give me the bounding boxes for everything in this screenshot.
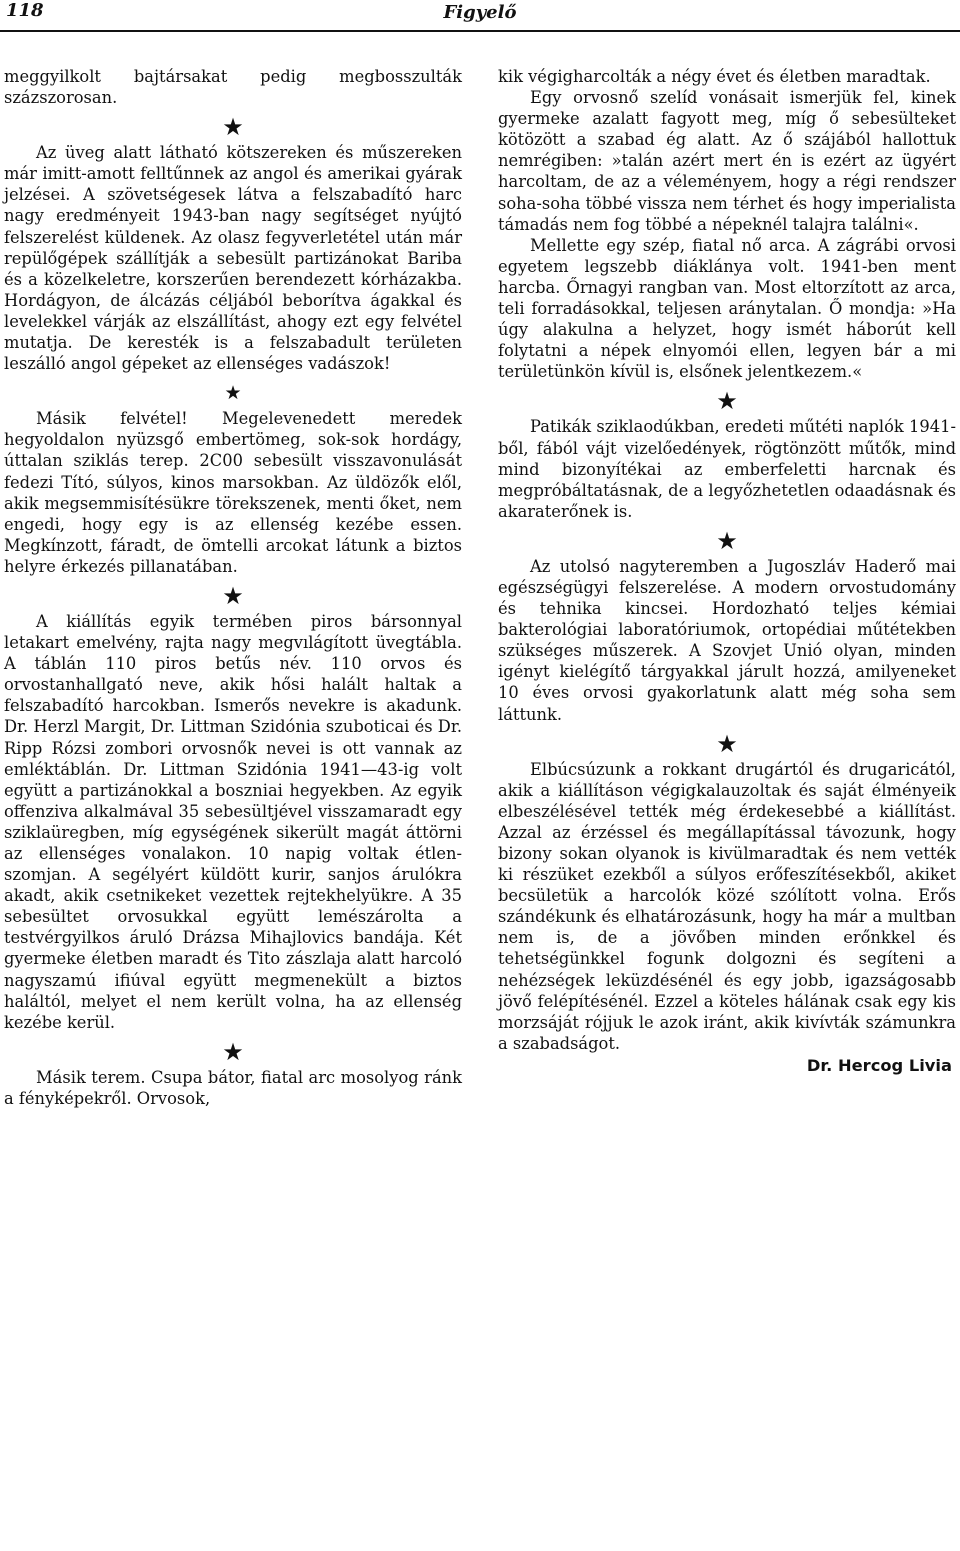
paragraph: kik végigharcolták a négy évet és életben maradtak.: [498, 67, 931, 86]
star-separator-icon: ★: [222, 581, 244, 610]
paragraph: Egy orvosnő szelíd vonásait ismerjük fel, kinek gyermeke azalatt fagyott meg, míg ő sebesülteket kötözött a szabad ég alatt. Az ő szájából hallottuk nemrégiben: »talán azért mert én is ezért az ügyért harcoltam, de az a véleményem, hogy a régi rendszer soha-soha többé vissza nem térhet és hogy imperialista támadás nem fog többé a népeknél talajra találni«.: [498, 88, 956, 234]
page-header: [0, 0, 960, 28]
star-separator-icon: ★: [222, 1037, 244, 1066]
publication-title: Figyelő: [443, 2, 517, 23]
author-signature: Dr. Hercog Livia: [806, 1055, 952, 1075]
star-separator-icon: ★: [716, 729, 738, 758]
paragraph: Másik terem. Csupa bátor, fiatal arc mosolyog ránk a fényképekről. Orvosok,: [4, 1067, 462, 1108]
paragraph: Az utolsó nagyteremben a Jugoszláv Haderő mai egészségügyi felszerelése. A modern orvostudomány és tehnika kincsei. Hordozható teljes kémiai bakterológiai laboratóriumok, ortopédiai műtétekben szükséges műszerek. A Szovjet Unió olyan, minden igényt kielégítő tárgyakkal járult hozzá, amilyeneket 10 éves orvosi gyakorlatunk alatt még soha sem láttunk.: [498, 556, 956, 724]
paragraph: Elbúcsúzunk a rokkant drugártól és drugaricától, akik a kiállításon végigkalauzoltak és saját élményeik elbeszélésével tették még érdekesebbé a kiállítást. Azzal az érzéssel és megállapítással távozunk, hogy bizony sokan olyanok is kivülmaradtak és nem vették ki részüket ezekből a súlyos erőfeszítésekből, akiket becsületük a harcolók közé szólított volna. Erős szándékunk és elhatározásunk, hogy ha már a multban nem is, de a jövőben minden erőnkkel és tehetségünkkel fogunk dolgozni és segíteni a nehézségek leküzdésénél és egy jobb, igazságosabb jövő felépítésénél. Ezzel a köteles hálának csak egy kis morzsáját rójjuk le azok iránt, akik kivívták számunkra a szabadságot.: [498, 759, 956, 1053]
header-rule: [0, 30, 960, 32]
paragraph: Másik felvétel! Megelevenedett meredek hegyoldalon nyüzsgő embertömeg, sok-sok hordágy, úttalan sziklás terep. 2C00 sebesült visszavonulását fedezi Tító, súlyos, kinos marsokban. Az üldözők elől, akik megsemmisítésükre törekszenek, menti őket, nem engedi, hogy egy is az ellenség kezébe essen. Megkínzott, fáradt, de ömtelli arcokat látunk a biztos helyre érkezés pillanatában.: [4, 409, 462, 576]
page-number: 118: [6, 0, 44, 21]
star-separator-icon: ★: [716, 387, 738, 416]
star-separator-icon: ★: [716, 526, 738, 555]
paragraph: Patikák sziklaodúkban, eredeti műtéti naplók 1941-ből, fából vájt vizelőedények, rögtönzött műtők, mind mind bizonyítékai az emberfeletti harcnak és megpróbáltatásnak, de a legyőzhetetlen odaadásnak és akaraterőnek is.: [498, 417, 956, 521]
paragraph: meggyilkolt bajtársakat pedig megbosszulták százszorosan.: [4, 67, 462, 108]
right-column: [498, 66, 956, 1076]
paragraph: Mellette egy szép, fiatal nő arca. A zágrábi orvosi egyetem legszebb diáklánya volt. 1941-ben ment harcba. Őrnagyi rangban van. Most eltorzított az arca, teli forradásokkal, teljesen aránytalan. Ő mondja: »Ha úgy alakulna a helyzet, hogy ismét háborút kell folytatni a népek elnyomói ellen, legyen bár a mi területünkön kívül is, elsőnek jelentkezem.«: [498, 235, 956, 382]
paragraph: Az üveg alatt látható kötszereken és műszereken már imitt-amott felltűnnek az angol és amerikai gyárak jelzései. A szövetségesek látva a felszabadító harc nagy eredményeit 1943-ban nagy segítséget nyújtó felszerelést küldenek. Az olasz fegyverletétel után már repülőgépek szállítják a sebesült partizánokat Bariba és a közelkeletre, korszerűen berendezett kórházakba. Hordágyon, de álcázás céljából beborítva ágakkal és levelekkel várják az elszállítást, ahogy ezt egy felvétel mutatja. De keresték is a felszabadult területen leszálló angol gépeket az ellenséges vadászok!: [4, 143, 462, 374]
left-column: [4, 66, 462, 1109]
star-separator-icon: ★: [224, 382, 242, 405]
paragraph: A kiállítás egyik termében piros bársonnyal letakart emelvény, rajta nagy megvılágított üvegtábla. A táblán 110 piros betűs név. 110 orvos és orvostanhallgató neve, akik hősi halált haltak a felszabadító harcokban. Ismerős nevekre is akadunk. Dr. Herzl Margit, Dr. Littman Szidónia szuboticai és Dr. Ripp Rózsi zombori orvosnők nevei is ott vannak az emléktáblán. Dr. Littman Szidónia 1941—43-ig volt együtt a partizánokkal a boszniai hegyekben. Az egyik offenziva alkalmával 35 sebesültjével visszamaradt egy sziklaüregben, míg egységének sikerült magát áttörni az ellenséges vonalakon. 10 napig voltak étlen-szomjan. A segélyért küldött kurir, sanjos árulókra akadt, akik csetnikeket vezettek rejtekhelyükre. A 35 sebesültet orvosukkal együtt lemészárolta a testvérgyilkos áruló Drázsa Mihajlovics bandája. Két gyermeke életben maradt és Tito zászlaja alatt harcoló nagyszamú ifiúval együtt megmenekült a biztos haláltól, melyet el nem került volna, ha az ellenség kezébe kerül.: [4, 611, 462, 1032]
star-separator-icon: ★: [222, 113, 244, 142]
